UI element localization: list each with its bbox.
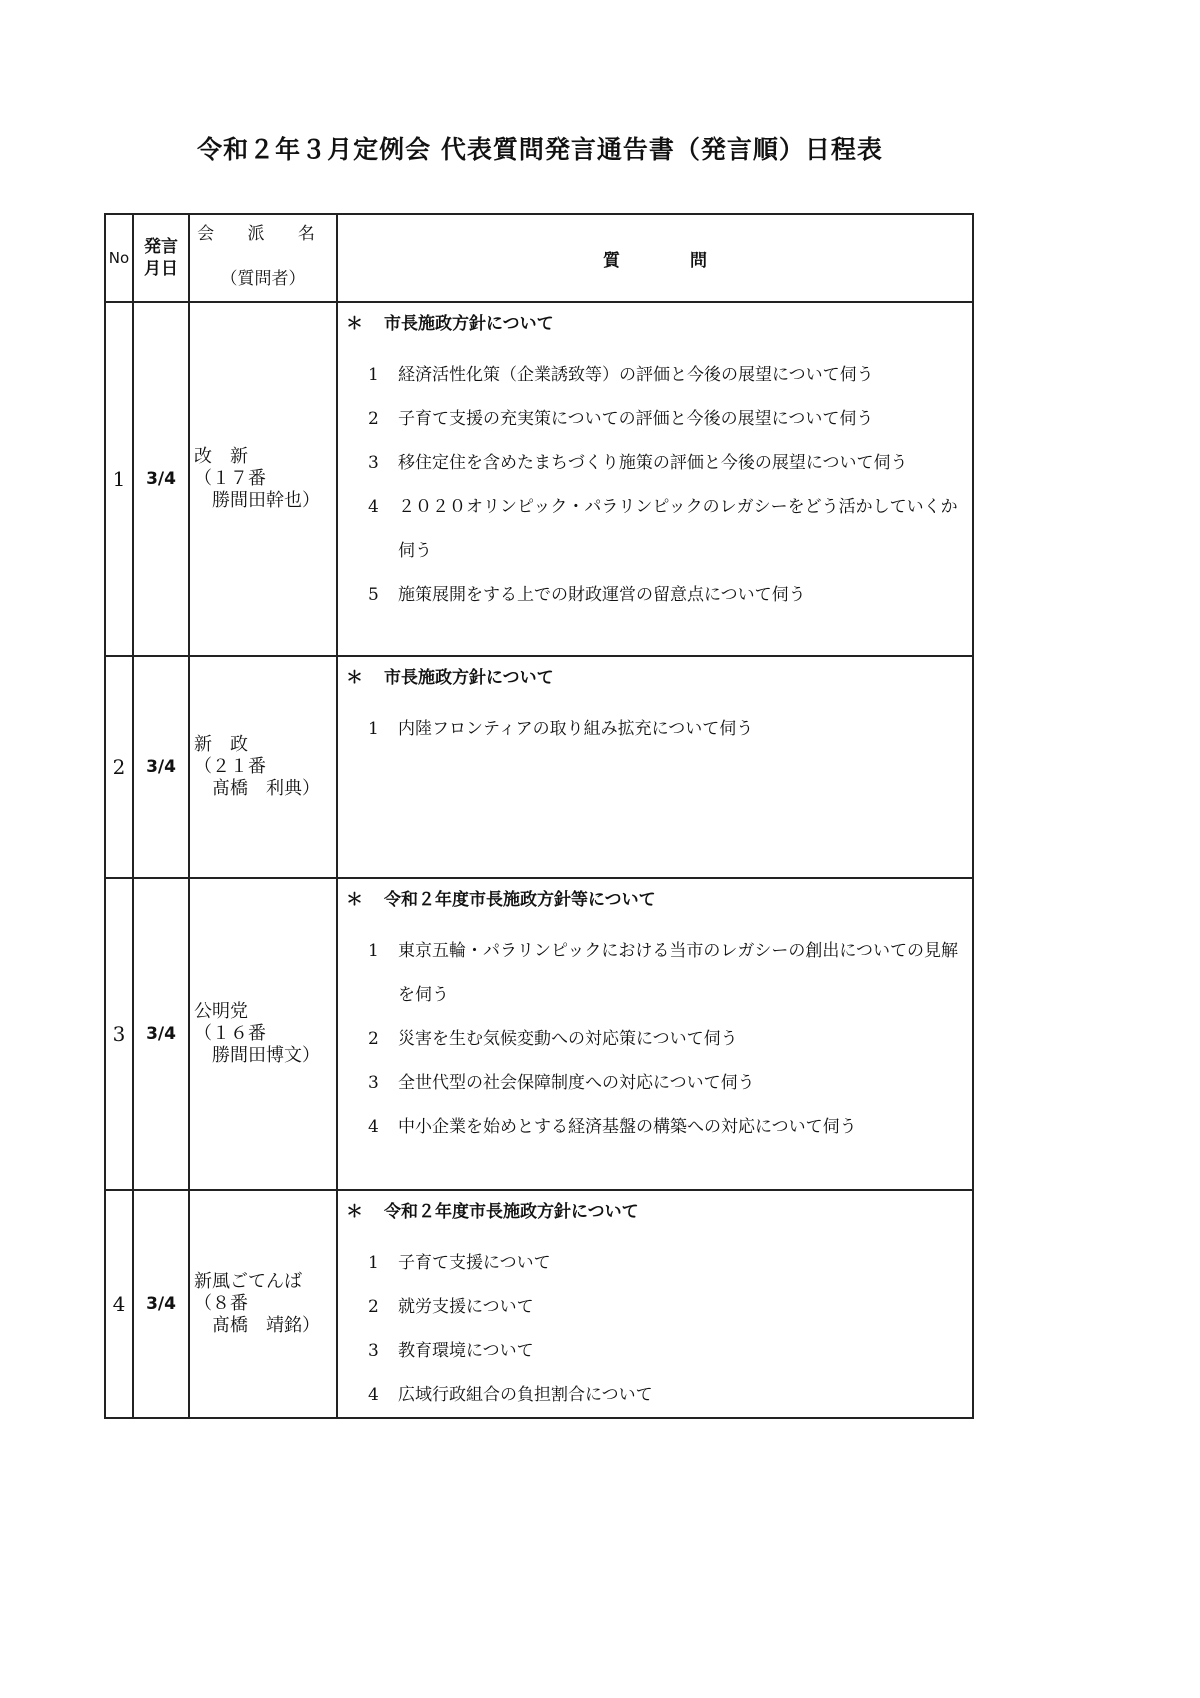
party-seat: （２１番 (194, 756, 266, 777)
schedule-table (104, 213, 974, 1419)
table-row (105, 656, 973, 878)
header-date-line1: 発言 (144, 237, 178, 257)
party-name: 改 新 (194, 446, 248, 467)
party-seat: （１６番 (194, 1023, 266, 1044)
question-item (346, 573, 962, 617)
question-item-number: 1 (368, 365, 379, 385)
row-party (189, 1190, 337, 1418)
question-heading (346, 663, 962, 707)
party-member: 髙橋 靖銘） (212, 1315, 320, 1336)
question-item-text: 内陸フロンティアの取り組み拡充について伺う (398, 719, 754, 739)
header-party-line2: （質問者） (220, 269, 306, 289)
table-row (105, 302, 973, 656)
question-item-number: 3 (368, 1341, 379, 1361)
question-item (346, 1017, 962, 1061)
row-date: 3/4 (133, 878, 189, 1190)
question-item (346, 929, 962, 1017)
question-item-number: 3 (368, 1073, 379, 1093)
party-seat: （８番 (194, 1293, 248, 1314)
asterisk-icon: ＊ (346, 314, 363, 334)
question-heading (346, 1197, 962, 1241)
question-item (346, 1241, 962, 1285)
question-item-text: 施策展開をする上での財政運営の留意点について伺う (398, 585, 806, 605)
question-item-number: 2 (368, 409, 379, 429)
row-number: 3 (105, 878, 133, 1190)
party-name: 新風ごてんば (194, 1271, 302, 1292)
question-item (346, 707, 962, 751)
party-name: 新 政 (194, 734, 248, 755)
header-date-line2: 月日 (144, 259, 178, 279)
party-name: 公明党 (194, 1001, 248, 1022)
question-heading-text: 令和２年度市長施政方針について (384, 1202, 639, 1222)
question-heading-text: 令和２年度市長施政方針等について (384, 890, 656, 910)
row-questions (337, 878, 973, 1190)
question-item-text: 東京五輪・パラリンピックにおける当市のレガシーの創出についての見解を伺う (398, 941, 958, 1005)
question-item-number: 3 (368, 453, 379, 473)
page-title: 令和２年３月定例会 代表質問発言通告書（発言順）日程表 (197, 135, 883, 164)
question-item-text: 教育環境について (398, 1341, 534, 1361)
question-heading (346, 885, 962, 929)
question-item-number: 1 (368, 719, 379, 739)
row-questions (337, 302, 973, 656)
asterisk-icon: ＊ (346, 668, 363, 688)
row-date: 3/4 (133, 302, 189, 656)
question-item-number: 5 (368, 585, 379, 605)
question-heading-text: 市長施政方針について (384, 668, 554, 688)
question-item-number: 2 (368, 1029, 379, 1049)
question-item-number: 1 (368, 1253, 379, 1273)
question-heading (346, 309, 962, 353)
question-item-number: 4 (368, 1117, 379, 1137)
question-item (346, 1285, 962, 1329)
question-item-number: 1 (368, 941, 379, 961)
party-member: 勝間田幹也） (212, 490, 320, 511)
row-party (189, 302, 337, 656)
row-date: 3/4 (133, 1190, 189, 1418)
question-item-number: 4 (368, 497, 379, 517)
header-party-line1: 会 派 名 (197, 224, 329, 244)
party-member: 勝間田博文） (212, 1045, 320, 1066)
question-item (346, 1329, 962, 1373)
question-item (346, 1061, 962, 1105)
header-question: 質問 (337, 214, 973, 302)
header-no: No (105, 214, 133, 302)
header-party (189, 214, 337, 302)
question-item-text: 経済活性化策（企業誘致等）の評価と今後の展望について伺う (398, 365, 874, 385)
question-item-text: 広域行政組合の負担割合について (398, 1385, 653, 1405)
question-item-text: 子育て支援の充実策についての評価と今後の展望について伺う (398, 409, 874, 429)
table-row (105, 1190, 973, 1418)
question-item-text: ２０２０オリンピック・パラリンピックのレガシーをどう活かしていくか伺う (398, 497, 958, 561)
row-number: 4 (105, 1190, 133, 1418)
question-item-number: 2 (368, 1297, 379, 1317)
row-number: 1 (105, 302, 133, 656)
question-item-number: 4 (368, 1385, 379, 1405)
row-questions (337, 656, 973, 878)
question-item (346, 397, 962, 441)
question-item-text: 子育て支援について (398, 1253, 551, 1273)
row-party (189, 656, 337, 878)
asterisk-icon: ＊ (346, 890, 363, 910)
party-member: 髙橋 利典） (212, 778, 320, 799)
row-number: 2 (105, 656, 133, 878)
question-item (346, 1373, 962, 1417)
table-header-row (105, 214, 973, 302)
question-item-text: 中小企業を始めとする経済基盤の構築への対応について伺う (398, 1117, 857, 1137)
table-row (105, 878, 973, 1190)
row-date: 3/4 (133, 656, 189, 878)
question-item-text: 就労支援について (398, 1297, 534, 1317)
question-item-text: 全世代型の社会保障制度への対応について伺う (398, 1073, 755, 1093)
question-item (346, 485, 962, 573)
header-date (133, 214, 189, 302)
question-item (346, 353, 962, 397)
question-item-text: 移住定住を含めたまちづくり施策の評価と今後の展望について伺う (398, 453, 908, 473)
asterisk-icon: ＊ (346, 1202, 363, 1222)
row-questions (337, 1190, 973, 1418)
party-seat: （１７番 (194, 468, 266, 489)
question-item (346, 441, 962, 485)
row-party (189, 878, 337, 1190)
question-heading-text: 市長施政方針について (384, 314, 554, 334)
question-item-text: 災害を生む気候変動への対応策について伺う (398, 1029, 738, 1049)
question-item (346, 1105, 962, 1149)
